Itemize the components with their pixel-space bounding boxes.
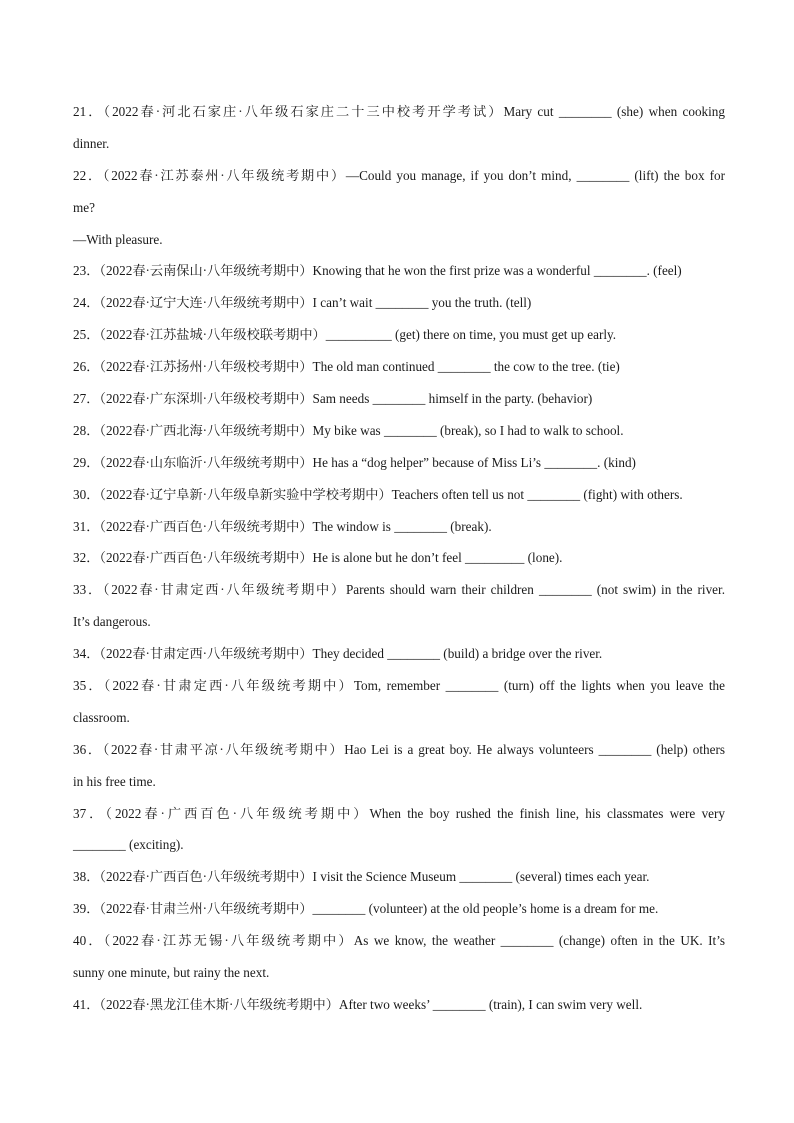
question-item bbox=[73, 287, 725, 319]
question-item bbox=[73, 638, 725, 670]
question-text-continued: in his free time. bbox=[73, 773, 156, 789]
question-text: 35．（2022春·甘肃定西·八年级统考期中）Tom, remember ________ (turn) off the lights when you leave the bbox=[73, 678, 725, 694]
question-text: 38．（2022春·广西百色·八年级统考期中）I visit the Science Museum ________ (several) times each year. bbox=[73, 869, 650, 885]
question-text: 23．（2022春·云南保山·八年级统考期中）Knowing that he won the first prize was a wonderful ________. (feel) bbox=[73, 263, 682, 279]
question-item bbox=[73, 798, 725, 862]
question-item bbox=[73, 574, 725, 638]
question-text: 37．（2022春·广西百色·八年级统考期中）When the boy rushed the finish line, his classmates were very bbox=[73, 805, 725, 821]
question-item bbox=[73, 319, 725, 351]
question-text-continued: —With pleasure. bbox=[73, 231, 163, 247]
question-text: 32．（2022春·广西百色·八年级统考期中）He is alone but he don’t feel _________ (lone). bbox=[73, 550, 563, 566]
question-item bbox=[73, 542, 725, 574]
question-text: 33．（2022春·甘肃定西·八年级统考期中）Parents should warn their children ________ (not swim) in the river. bbox=[73, 582, 725, 598]
question-text-continued: classroom. bbox=[73, 709, 130, 725]
question-text: 21．（2022春·河北石家庄·八年级石家庄二十三中校考开学考试）Mary cut ________ (she) when cooking bbox=[73, 104, 725, 119]
question-item bbox=[73, 351, 725, 383]
question-text: 41．（2022春·黑龙江佳木斯·八年级统考期中）After two weeks’ ________ (train), I can swim very well. bbox=[73, 996, 643, 1012]
question-list bbox=[73, 96, 725, 1021]
question-text: 29．（2022春·山东临沂·八年级统考期中）He has a “dog helper” because of Miss Li’s ________. (kind) bbox=[73, 454, 636, 470]
question-item bbox=[73, 96, 725, 160]
question-text: 22．（2022春·江苏泰州·八年级统考期中）—Could you manage, if you don’t mind, ________ (lift) the box for bbox=[73, 167, 725, 183]
question-item bbox=[73, 383, 725, 415]
question-text: 26．（2022春·江苏扬州·八年级校考期中）The old man continued ________ the cow to the tree. (tie) bbox=[73, 359, 620, 375]
question-text-continued: me? bbox=[73, 199, 95, 215]
question-text: 34．（2022春·甘肃定西·八年级统考期中）They decided ________ (build) a bridge over the river. bbox=[73, 646, 603, 662]
question-text-continued: sunny one minute, but rainy the next. bbox=[73, 965, 270, 981]
question-item bbox=[73, 925, 725, 989]
question-text: 30．（2022春·辽宁阜新·八年级阜新实验中学校考期中）Teachers often tell us not ________ (fight) with others. bbox=[73, 486, 683, 502]
question-text: 28．（2022春·广西北海·八年级统考期中）My bike was ________ (break), so I had to walk to school. bbox=[73, 422, 624, 438]
question-item bbox=[73, 511, 725, 543]
question-text-continued: It’s dangerous. bbox=[73, 614, 151, 630]
question-item bbox=[73, 255, 725, 287]
question-text-continued: dinner. bbox=[73, 135, 110, 151]
question-item bbox=[73, 160, 725, 256]
question-text: 25．（2022春·江苏盐城·八年级校联考期中）__________ (get) there on time, you must get up early. bbox=[73, 327, 617, 343]
question-text: 27．（2022春·广东深圳·八年级校考期中）Sam needs ________ himself in the party. (behavior) bbox=[73, 391, 593, 407]
question-text-continued: ________ (exciting). bbox=[73, 837, 184, 853]
question-item bbox=[73, 734, 725, 798]
question-text: 31．（2022春·广西百色·八年级统考期中）The window is ________ (break). bbox=[73, 518, 492, 534]
question-item bbox=[73, 415, 725, 447]
question-item bbox=[73, 893, 725, 925]
question-item bbox=[73, 989, 725, 1021]
question-item bbox=[73, 479, 725, 511]
question-text: 39．（2022春·甘肃兰州·八年级统考期中）________ (volunteer) at the old people’s home is a dream for me. bbox=[73, 901, 659, 917]
question-text: 24．（2022春·辽宁大连·八年级统考期中）I can’t wait ________ you the truth. (tell) bbox=[73, 295, 532, 311]
question-item bbox=[73, 670, 725, 734]
question-text: 36．（2022春·甘肃平凉·八年级统考期中）Hao Lei is a great boy. He always volunteers ________ (help) others bbox=[73, 741, 725, 757]
question-item bbox=[73, 861, 725, 893]
question-item bbox=[73, 447, 725, 479]
question-text: 40．（2022春·江苏无锡·八年级统考期中）As we know, the weather ________ (change) often in the UK. It’s bbox=[73, 933, 725, 949]
